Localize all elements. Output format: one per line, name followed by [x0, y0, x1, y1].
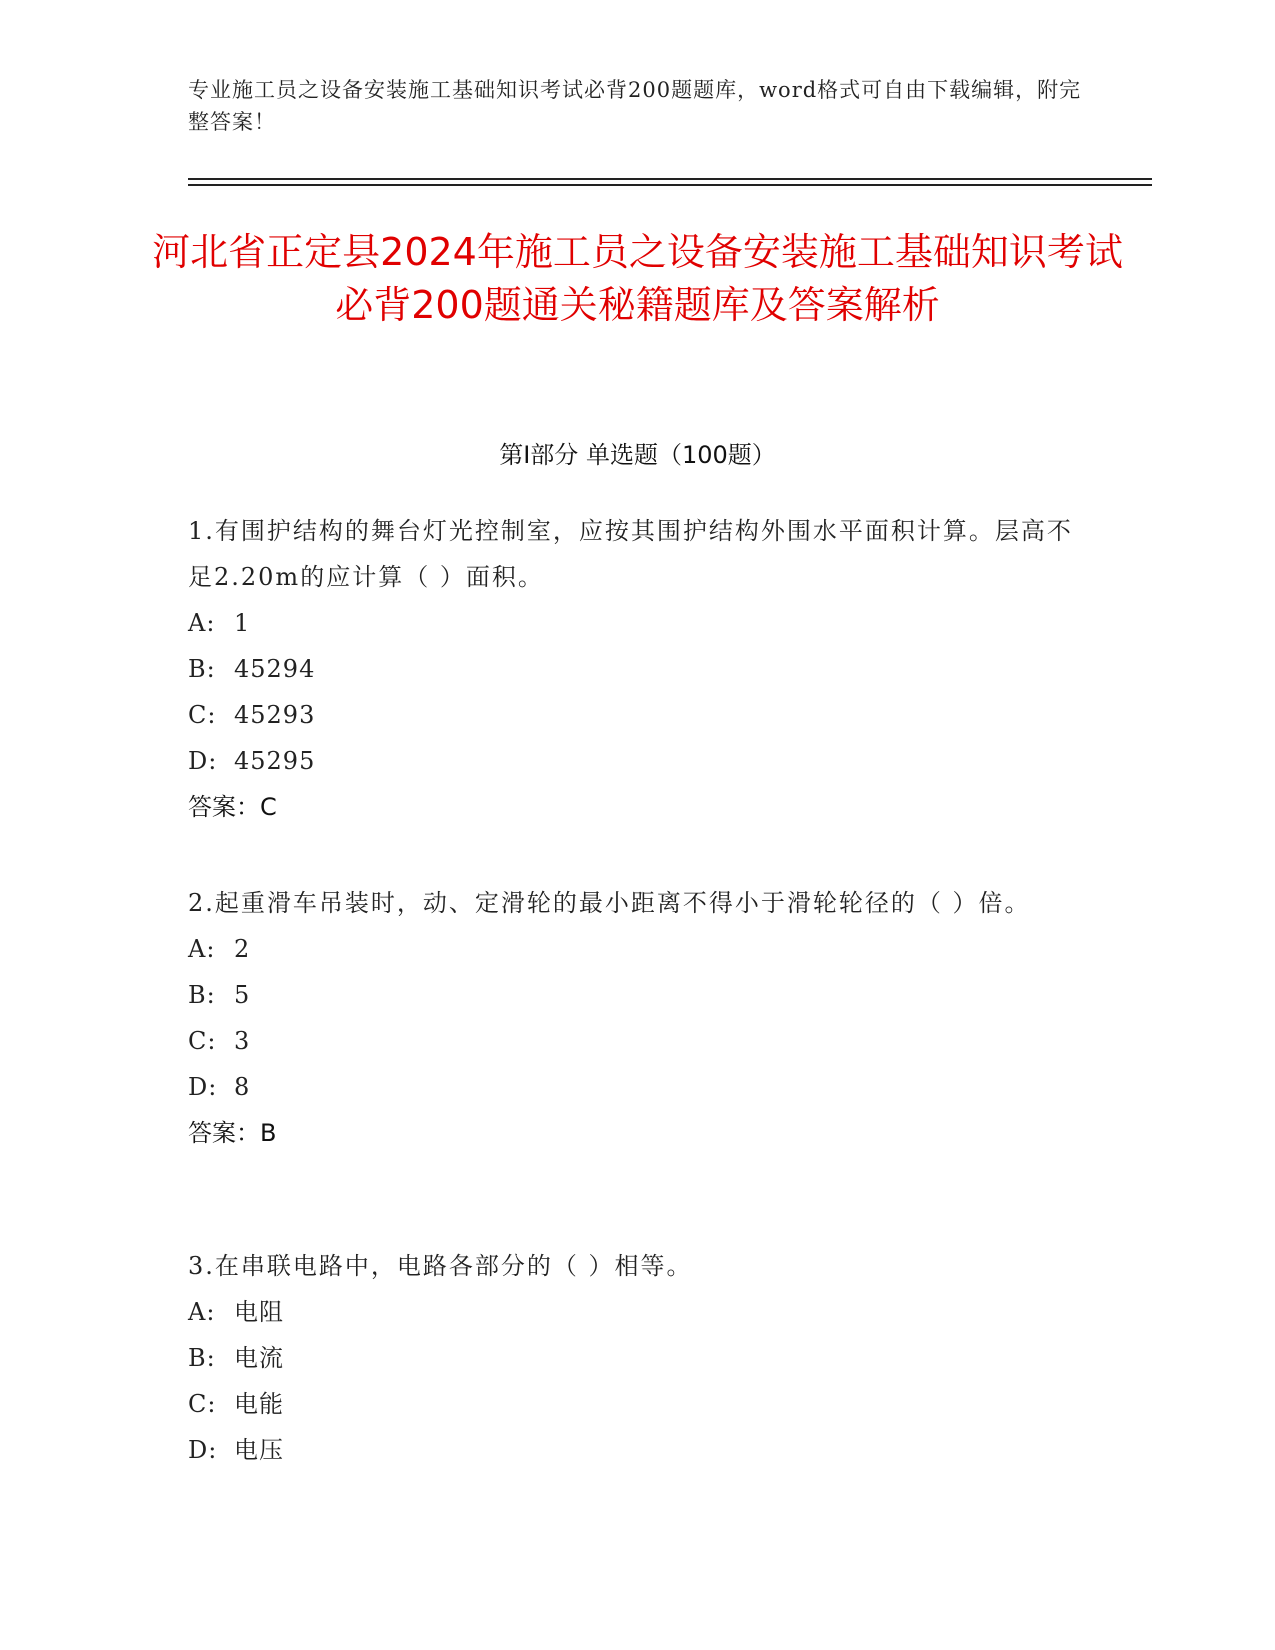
option-key: D:: [188, 1073, 218, 1101]
question-3: [188, 1243, 1088, 1473]
option-text: 45295: [234, 747, 316, 775]
option-key: A:: [188, 935, 216, 963]
option-text: 2: [234, 935, 251, 963]
header-note: 专业施工员之设备安装施工基础知识考试必背200题题库，word格式可自由下载编辑，附完整答案！: [188, 78, 1082, 134]
option-text: 电流: [234, 1344, 284, 1372]
question-stem: 3.在串联电路中，电路各部分的（ ）相等。: [188, 1252, 693, 1280]
option-text: 3: [234, 1027, 251, 1055]
option-text: 45293: [234, 701, 316, 729]
question-stem: 2.起重滑车吊装时，动、定滑轮的最小距离不得小于滑轮轮径的（ ）倍。: [188, 889, 1031, 917]
document-title: 河北省正定县2024年施工员之设备安装施工基础知识考试必背200题通关秘籍题库及答案解析: [152, 230, 1123, 327]
option-key: C:: [188, 1027, 217, 1055]
answer: 答案：B: [188, 1119, 277, 1147]
option-a: [188, 600, 1088, 646]
option-key: D:: [188, 1436, 218, 1464]
option-text: 8: [234, 1073, 251, 1101]
option-b: [188, 646, 1088, 692]
option-key: C:: [188, 701, 217, 729]
option-key: A:: [188, 609, 216, 637]
option-c: [188, 692, 1088, 738]
header-rule-bottom: [188, 184, 1152, 186]
option-d: [188, 738, 1088, 784]
option-key: A:: [188, 1298, 216, 1326]
option-text: 1: [234, 609, 251, 637]
question-stem: 1.有围护结构的舞台灯光控制室，应按其围护结构外围水平面积计算。层高不足2.20m的应计算（ ）面积。: [188, 517, 1073, 591]
option-b: [188, 1335, 1088, 1381]
option-d: [188, 1064, 1088, 1110]
option-text: 5: [234, 981, 251, 1009]
question-2: [188, 880, 1088, 1156]
option-c: [188, 1381, 1088, 1427]
option-key: C:: [188, 1390, 217, 1418]
option-a: [188, 926, 1088, 972]
header-rule-top: [188, 178, 1152, 180]
option-key: B:: [188, 1344, 216, 1372]
option-c: [188, 1018, 1088, 1064]
question-1: [188, 508, 1088, 830]
option-text: 电压: [234, 1436, 284, 1464]
option-d: [188, 1427, 1088, 1473]
section-heading: 第Ⅰ部分 单选题（100题）: [499, 441, 776, 469]
option-key: B:: [188, 655, 216, 683]
option-text: 电阻: [234, 1298, 284, 1326]
option-key: D:: [188, 747, 218, 775]
option-text: 45294: [234, 655, 316, 683]
option-b: [188, 972, 1088, 1018]
option-text: 电能: [234, 1390, 284, 1418]
option-key: B:: [188, 981, 216, 1009]
answer: 答案：C: [188, 793, 277, 821]
option-a: [188, 1289, 1088, 1335]
